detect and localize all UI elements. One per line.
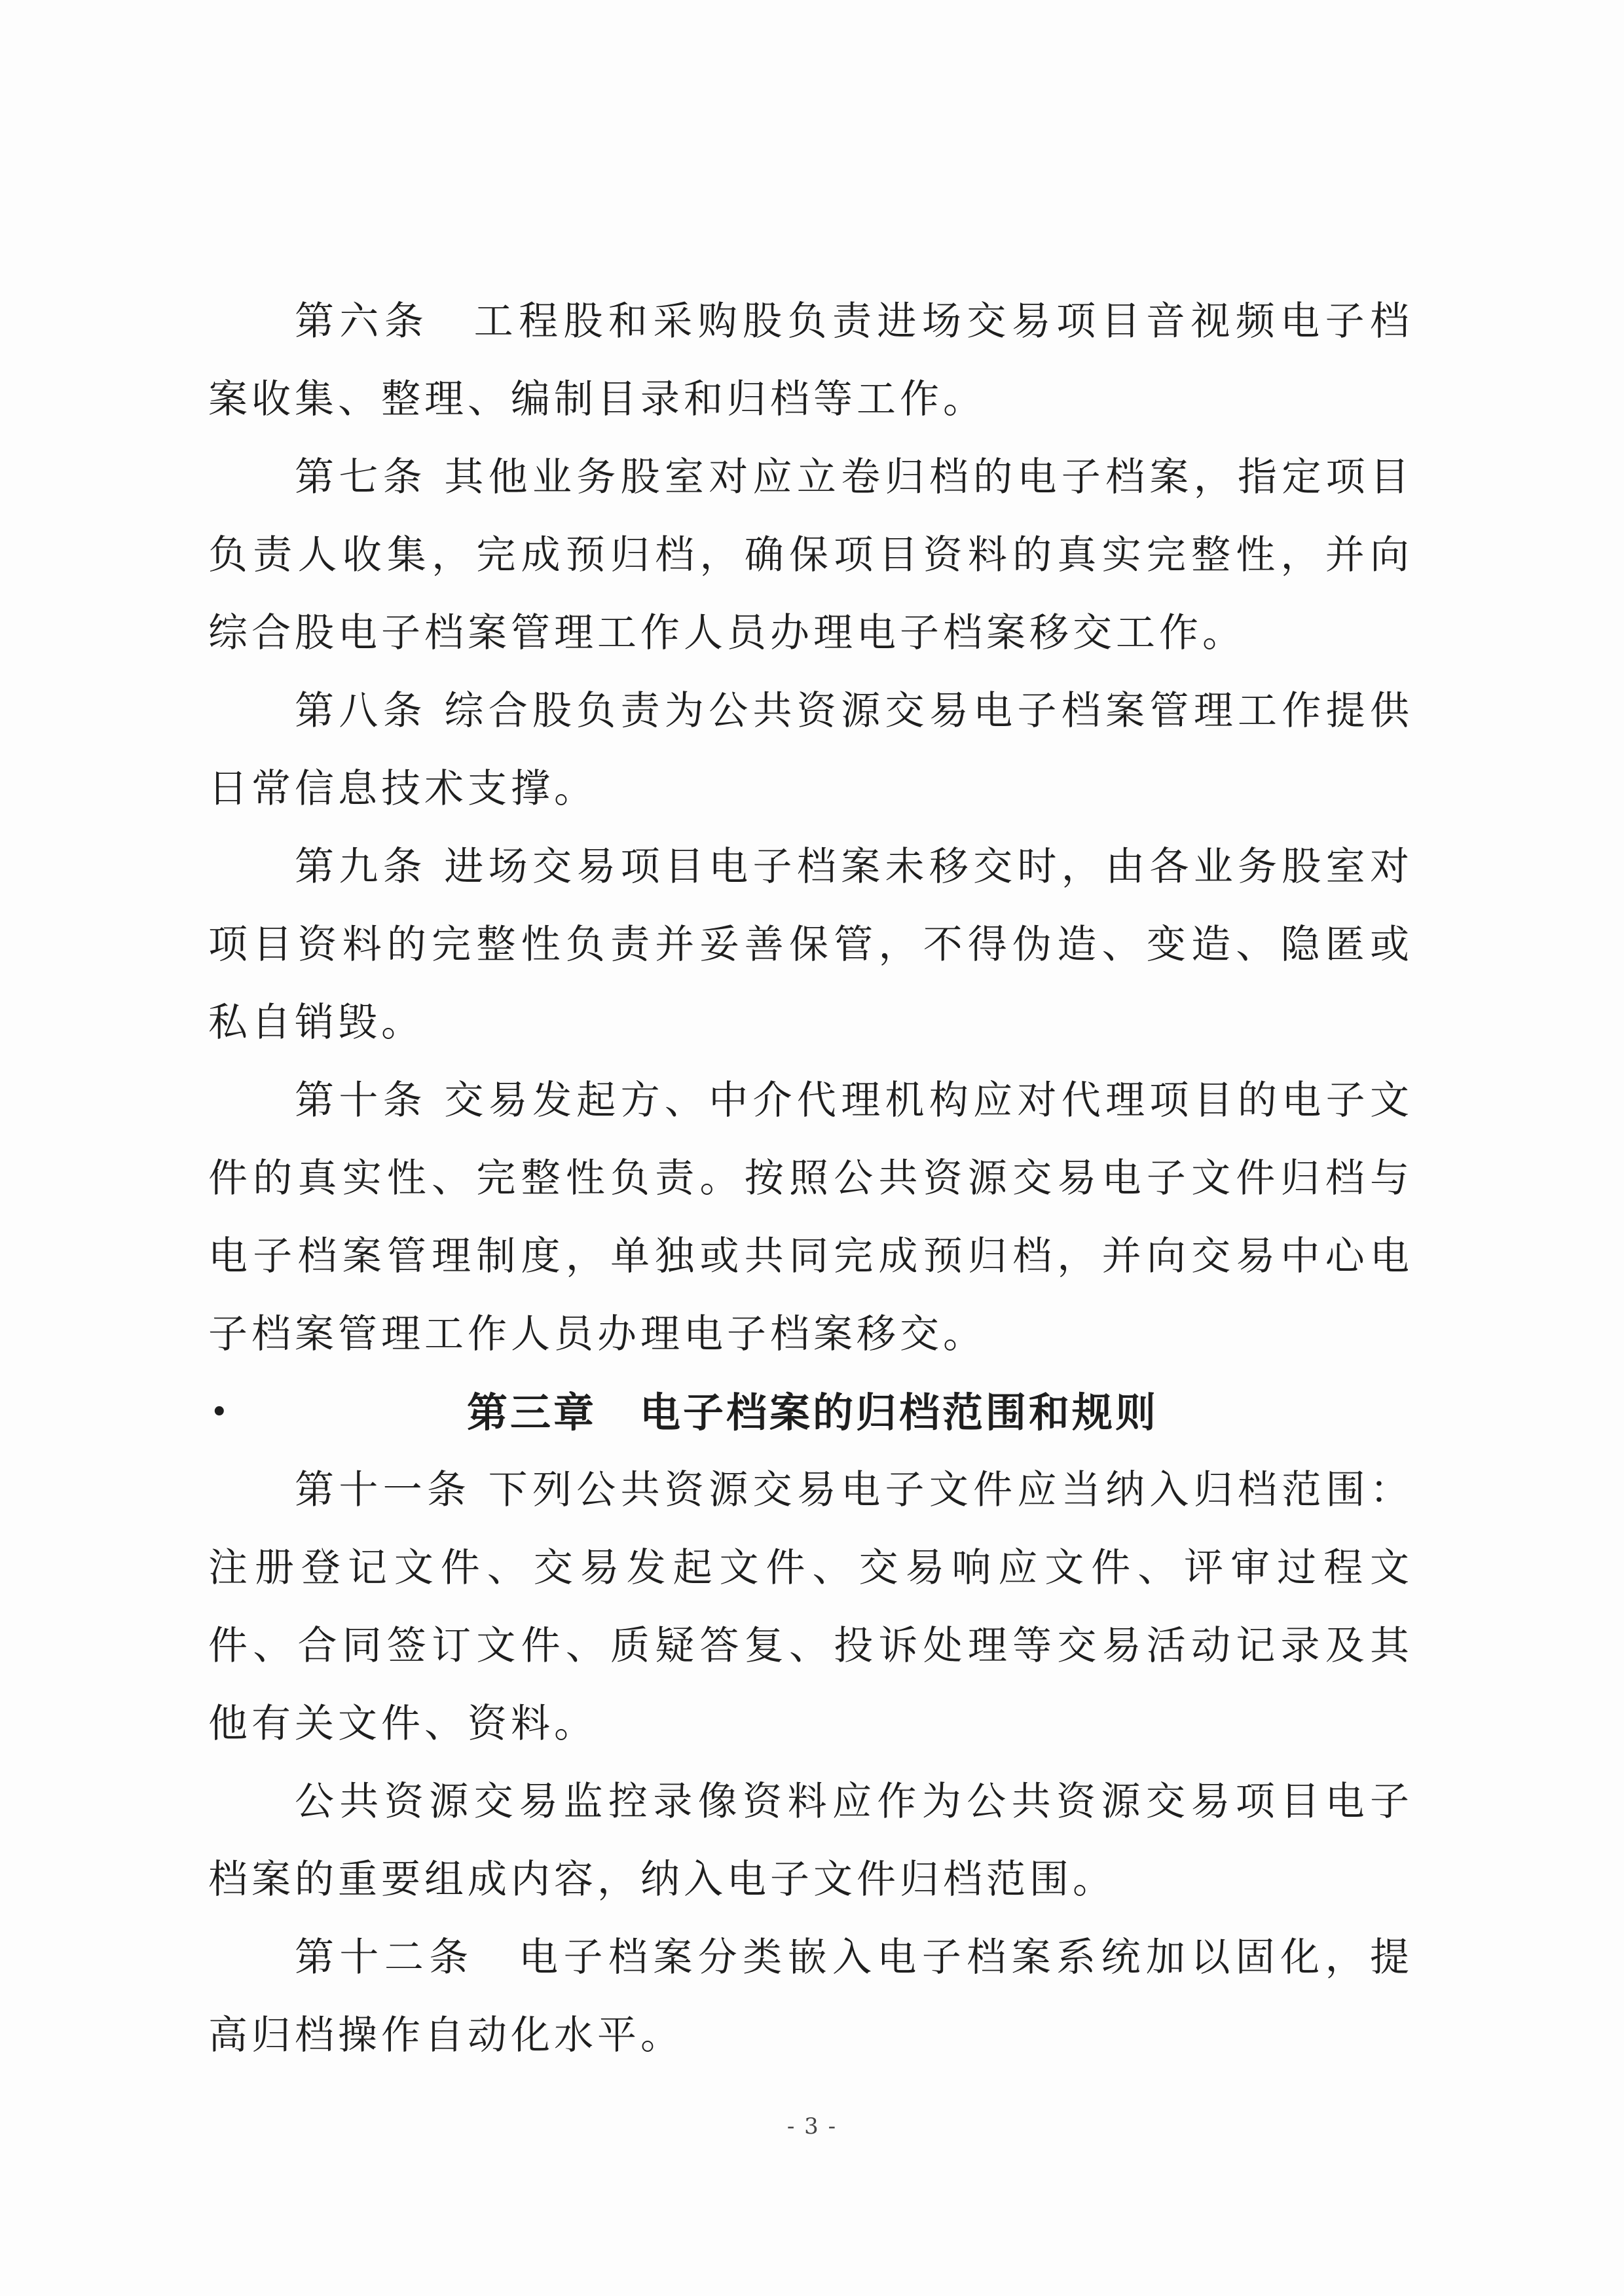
document-body xyxy=(208,283,1413,2075)
article-7: 第七条 其他业务股室对应立卷归档的电子档案，指定项目负责人收集，完成预归档，确保项目资料的真实完整性，并向综合股电子档案管理工作人员办理电子档案移交工作。 xyxy=(208,454,1413,656)
bullet-mark: • xyxy=(211,1397,231,1427)
article-10: 第十条 交易发起方、中介代理机构应对代理项目的电子文件的真实性、完整性负责。按照公共资源交易电子文件归档与电子档案管理制度，单独或共同完成预归档，并向交易中心电子档案管理工作人员办理电子档案移交。 xyxy=(208,1078,1413,1357)
article-6: 第六条 工程股和采购股负责进场交易项目音视频电子档案收集、整理、编制目录和归档等工作。 xyxy=(208,299,1413,422)
article-11-supplement: 公共资源交易监控录像资料应作为公共资源交易项目电子档案的重要组成内容，纳入电子文件归档范围。 xyxy=(208,1779,1413,1903)
article-11: 第十一条 下列公共资源交易电子文件应当纳入归档范围：注册登记文件、交易发起文件、交易响应文件、评审过程文件、合同签订文件、质疑答复、投诉处理等交易活动记录及其他有关文件、资料。 xyxy=(208,1467,1413,1747)
chapter-heading xyxy=(208,1374,1413,1451)
article-8: 第八条 综合股负责为公共资源交易电子档案管理工作提供日常信息技术支撑。 xyxy=(208,688,1413,812)
page-number: - 3 - xyxy=(786,2113,838,2140)
chapter-title: 第三章 电子档案的归档范围和规则 xyxy=(466,1389,1158,1436)
article-12: 第十二条 电子档案分类嵌入电子档案系统加以固化，提高归档操作自动化水平。 xyxy=(208,1935,1413,2058)
article-9: 第九条 进场交易项目电子档案未移交时，由各业务股室对项目资料的完整性负责并妥善保管，不得伪造、变造、隐匿或私自销毁。 xyxy=(208,844,1413,1046)
